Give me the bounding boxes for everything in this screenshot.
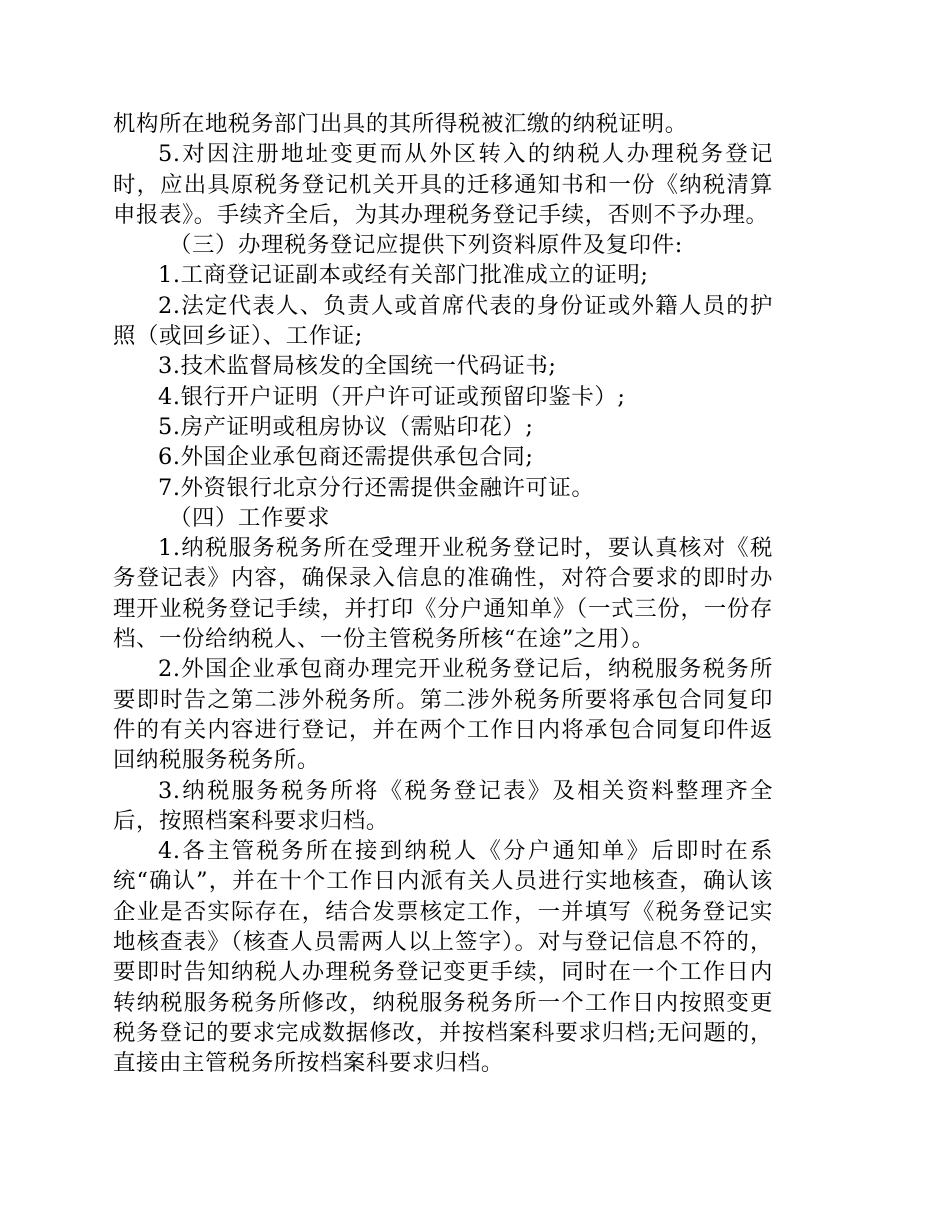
paragraph-continuation: 机构所在地税务部门出具的其所得税被汇缴的纳税证明。 (113, 111, 688, 137)
paragraph-item-3-code-certificate: 3.技术监督局核发的全国统一代码证书; (158, 353, 557, 380)
paragraph-item-4-bank: 4.银行开户证明（开户许可证或预留印鉴卡）; (158, 383, 626, 410)
paragraph-requirement-4: 4.各主管税务所在接到纳税人《分户通知单》后即时在系统“确认”，并在十个工作日内派有关人员进行实地核查，确认该企业是否实际存在，结合发票核定工作，一并填写《税务登记实地核查表》（核查人员需两人以上签字）。对与登记信息不符的，要即时告知纳税人办理税务登记变更手续，同时在一个工作日内转纳税服务税务所修改，纳税服务税务所一个工作日内按照变更税务登记的要求完成数据修改，并按档案科要求归档;无问题的，直接由主管税务所按档案科要求归档。 (113, 838, 773, 1077)
paragraph-item-5-transfer: 5.对因注册地址变更而从外区转入的纳税人办理税务登记时，应出具原税务登记机关开具的迁移通知书和一份《纳税清算申报表》。手续齐全后，为其办理税务登记手续，否则不予办理。 (113, 141, 773, 228)
document-page (113, 109, 773, 1079)
section-heading-4: （四）工作要求 (169, 504, 330, 531)
paragraph-item-7-finance-license: 7.外资银行北京分行还需提供金融许可证。 (158, 474, 595, 501)
paragraph-item-1-license: 1.工商登记证副本或经有关部门批准成立的证明; (158, 262, 649, 289)
paragraph-requirement-1: 1.纳税服务税务所在受理开业税务登记时，要认真核对《税务登记表》内容，确保录入信息的准确性，对符合要求的即时办理开业税务登记手续，并打印《分户通知单》（一式三份，一份存档、一份给纳税人、一份主管税务所核“在途”之用）。 (113, 535, 773, 653)
paragraph-item-6-contract: 6.外国企业承包商还需提供承包合同; (158, 444, 534, 471)
paragraph-requirement-3: 3.纳税服务税务所将《税务登记表》及相关资料整理齐全后，按照档案科要求归档。 (113, 777, 773, 834)
paragraph-item-2-identity: 2.法定代表人、负责人或首席代表的身份证或外籍人员的护照（或回乡证）、工作证; (113, 292, 773, 350)
paragraph-requirement-2: 2.外国企业承包商办理完开业税务登记后，纳税服务税务所要即时告之第二涉外税务所。第二涉外税务所要将承包合同复印件的有关内容进行登记，并在两个工作日内将承包合同复印件返回纳税服务税务所。 (113, 656, 773, 774)
paragraph-item-5-property: 5.房产证明或租房协议（需贴印花）; (158, 413, 534, 440)
section-heading-3: （三）办理税务登记应提供下列资料原件及复印件: (169, 232, 683, 259)
